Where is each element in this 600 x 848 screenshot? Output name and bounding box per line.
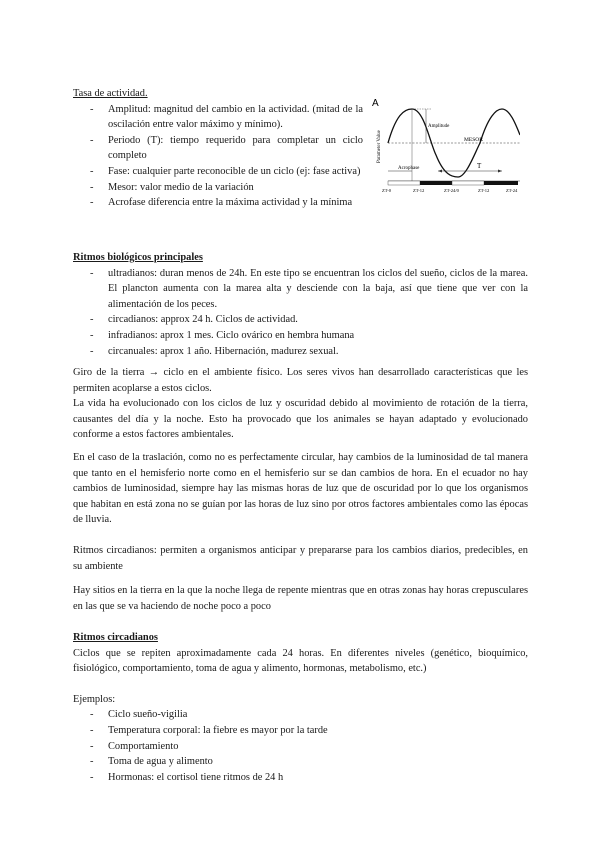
main-rhythms-section (73, 250, 528, 359)
activity-list (73, 102, 363, 211)
figure-panel-letter: A (372, 98, 379, 109)
light-bar (388, 181, 420, 185)
circadian-paragraph-block (73, 543, 528, 574)
list-item: - Temperatura corporal: la fiebre es mayor por la tarde (73, 723, 528, 739)
paragraph: En el caso de la traslación, como no es perfectamente circular, hay cambios de la luminosidad de tal manera que tanto en el hemisferio norte como en el hemisferio sur se dan cambios de hora. En el ecuador no hay cambios de luminosidad, siempre hay las mismas horas de luz que de oscuridad por lo que los organismos que habitan en está zona no se guían por las horas de luz sino por otros factores ambientales como las épocas de lluvia. (73, 452, 528, 526)
twilight-paragraph-block (73, 583, 528, 614)
amplitude-label: Amplitude (428, 124, 450, 129)
list-item: - Hormonas: el cortisol tiene ritmos de 24 h (73, 770, 528, 786)
list-item: - Amplitud: magnitud del cambio en la actividad. (mitad de la oscilación entre valor máximo y mínimo). (73, 102, 363, 133)
list-item: - Fase: cualquier parte reconocible de un ciclo (ej: fase activa) (73, 164, 363, 180)
dark-bar (420, 181, 452, 185)
list-item: - ultradianos: duran menos de 24h. En este tipo se encuentran los ciclos del sueño, ciclos de la marea. El plancton aumenta con la marea alta y desciende con la baja, así que tiene que ver con la alimentación de los peces. (73, 266, 528, 313)
list-item: - circanuales: aprox 1 año. Hibernación, madurez sexual. (73, 344, 528, 360)
main-rhythms-list (73, 266, 528, 360)
tick-label: ZT-24/0 (444, 188, 459, 193)
main-rhythms-heading: Ritmos biológicos principales (73, 252, 203, 263)
circadian-heading: Ritmos circadianos (73, 632, 158, 643)
dark-bar (484, 181, 518, 185)
list-item: - Comportamiento (73, 739, 528, 755)
list-item: - infradianos: aprox 1 mes. Ciclo ovárico en hembra humana (73, 328, 528, 344)
paragraph: Ritmos circadianos: permiten a organismos anticipar y prepararse para los cambios diarios, predecibles, en su ambiente (73, 545, 528, 572)
tick-label: ZT-24 (506, 188, 518, 193)
paragraph: La vida ha evolucionado con los ciclos de luz y oscuridad debido al movimiento de rotación de la tierra, causantes del día y la noche. Esto ha provocado que los animales se hayan adaptado y evolucionado conforme a estos factores ambientales. (73, 398, 528, 441)
list-item: - circadianos: approx 24 h. Ciclos de actividad. (73, 312, 528, 328)
paragraph: Hay sitios en la tierra en la que la noche llega de repente mientras que en otras zonas hay horas crepusculares en las que se va haciendo de noche poco a poco (73, 585, 528, 612)
period-label: T (477, 162, 482, 170)
tick-label: ZT-12 (413, 188, 425, 193)
mesor-label: MESOR (464, 137, 483, 143)
list-item: - Ciclo sueño-vigilia (73, 707, 528, 723)
cosinor-figure (370, 95, 520, 195)
activity-section (73, 86, 363, 211)
circadian-section (73, 630, 528, 785)
arrow-head (438, 170, 442, 173)
list-item: - Periodo (T): tiempo requerido para completar un ciclo completo (73, 133, 363, 164)
activity-heading: Tasa de actividad. (73, 88, 148, 99)
examples-list (73, 707, 528, 785)
tick-label: ZT-12 (478, 188, 490, 193)
light-bar (452, 181, 484, 185)
paragraph: Giro de la tierra → ciclo en el ambiente físico. Los seres vivos han desarrollado características que les permiten acoplarse a estos ciclos. (73, 367, 528, 394)
arrow-head (498, 170, 502, 173)
body-paragraphs (73, 365, 528, 443)
list-item: - Acrofase diferencia entre la máxima actividad y la mínima (73, 195, 363, 211)
examples-label: Ejemplos: (73, 693, 116, 705)
acrophase-label: Acrophase (398, 166, 420, 171)
list-item: - Mesor: valor medio de la variación (73, 180, 363, 196)
y-axis-label: Parameter Value (377, 130, 382, 163)
translation-paragraph-block (73, 450, 528, 528)
tick-label: ZT-0 (382, 188, 392, 193)
circadian-body: Ciclos que se repiten aproximadamente cada 24 horas. En diferentes niveles (genético, bioquímico, fisiológico, comportamiento, toma de agua y alimento, hormonas, metabolismo, etc.) (73, 647, 528, 675)
list-item: - Toma de agua y alimento (73, 754, 528, 770)
